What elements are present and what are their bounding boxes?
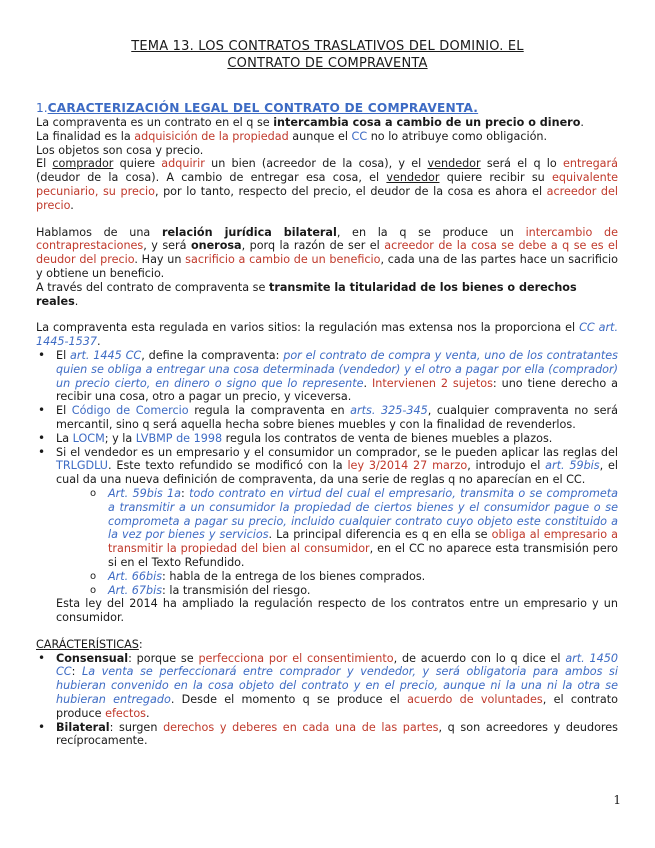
sub-list	[88, 487, 618, 597]
title-line-2: CONTRATO DE COMPRAVENTA	[227, 56, 428, 71]
sub-list-item: o Art. 66bis: habla de la entrega de los bienes comprados.	[88, 570, 618, 584]
paragraph-definition: La compraventa es un contrato en el q se intercambia cosa a cambio de un precio o dinero.	[36, 116, 584, 129]
section-heading-text: CARACTERIZACIÓN LEGAL DEL CONTRATO DE COMPRAVENTA.	[47, 101, 479, 115]
list-item: • El art. 1445 CC, define la compraventa: por el contrato de compra y venta, uno de los contratantes quien se obliga a entregar una cosa determinada (vendedor) y el otro a pagar por ella (comprador) un precio cierto, en dinero o signo que lo represente. Intervienen 2 sujetos: uno tiene derecho a recibir una cosa, otro a pagar un precio, y viceversa.	[36, 349, 618, 404]
regulation-list	[36, 349, 618, 597]
caracteristicas-heading: CARÁCTERÍSTICAS:	[36, 637, 143, 651]
list-item: • Si el vendedor es un empresario y el consumidor un comprador, se le pueden aplicar las reglas del TRLGDLU. Este texto refundido se modificó con la ley 3/2014 27 marzo, introdujo el art. 59bis, el cual da una nueva definición de compraventa, da una serie de reglas q no aparecían en el CC. o Art. 59bis 1a: todo contrato en virtud del cual el empresario, transmita o se comprometa a transmitir a un consumidor la propiedad de ciertos bienes y el consumidor pague o se comprometa a pagar su precio, incluido cualquier contrato cuyo objeto este constituido a la vez por bienes y servicios. La principal diferencia es q en ella se obliga al empresario a transmitir la propiedad del bien al consumidor, en el CC no aparece esta transmisión pero si en el Texto Refundido. o Art. 66bis: habla de la entrega de los bienes comprados. o Art. 67bis: la transmisión del riesgo.	[36, 446, 618, 598]
document-title	[40, 38, 615, 72]
sub-list-item: o Art. 67bis: la transmisión del riesgo.	[88, 584, 618, 598]
paragraph-regulacion: La compraventa esta regulada en varios sitios: la regulación mas extensa nos la proporciona el CC art. 1445-1537.	[36, 321, 619, 349]
list-item: • La LOCM; y la LVBMP de 1998 regula los contratos de venta de bienes muebles a plazos.	[36, 432, 618, 446]
paragraph-ley-2014: Esta ley del 2014 ha ampliado la regulación respecto de los contratos entre un empresario y un consumidor.	[56, 597, 618, 625]
list-item: • El Código de Comercio regula la compraventa en arts. 325-345, cualquier compraventa no será mercantil, sino q será aquella hecha sobre bienes muebles y con la finalidad de revenderlos.	[36, 404, 618, 432]
paragraph-comprador-vendedor: El comprador quiere adquirir un bien (acreedor de la cosa), y el vendedor será el q lo entregará (deudor de la cosa). A cambio de entregar esa cosa, el vendedor quiere recibir su equivalente pecuniario, su precio, por lo tanto, respecto del precio, el deudor de la cosa es ahora el acreedor del precio.	[36, 157, 618, 212]
list-item: • Consensual: porque se perfecciona por el consentimiento, de acuerdo con lo q dice el art. 1450 CC: La venta se perfeccionará entre comprador y vendedor, y será obligatoria para ambos si hubieran convenido en la cosa objeto del contrato y en el precio, aunque ni la una ni la otra se hubieran entregado. Desde el momento q se produce el acuerdo de voluntades, el contrato produce efectos.	[36, 652, 618, 721]
title-line-1: TEMA 13. LOS CONTRATOS TRASLATIVOS DEL DOMINIO. EL	[131, 39, 524, 54]
page-number: 1	[613, 793, 621, 807]
paragraph-finalidad: La finalidad es la adquisición de la propiedad aunque el CC no lo atribuye como obligación.	[36, 129, 548, 143]
sub-list-item: o Art. 59bis 1a: todo contrato en virtud del cual el empresario, transmita o se comprometa a transmitir a un consumidor la propiedad de ciertos bienes y el consumidor pague o se comprometa a pagar su precio, incluido cualquier contrato cuyo objeto este constituido a la vez por bienes y servicios. La principal diferencia es q en ella se obliga al empresario a transmitir la propiedad del bien al consumidor, en el CC no aparece esta transmisión pero si en el Texto Refundido.	[88, 487, 618, 570]
paragraph-transmision: A través del contrato de compraventa se transmite la titularidad de los bienes o derechos reales.	[36, 280, 577, 308]
paragraph-objetos: Los objetos son cosa y precio.	[36, 143, 204, 157]
paragraph-relacion-bilateral: Hablamos de una relación jurídica bilateral, en la q se produce un intercambio de contraprestaciones, y será onerosa, porq la razón de ser el acreedor de la cosa se debe a q se es el deudor del precio. Hay un sacrificio a cambio de un beneficio, cada una de las partes hace un sacrificio y obtiene un beneficio.	[36, 225, 619, 280]
caracteristicas-list	[36, 652, 618, 749]
section-heading: 1.CARACTERIZACIÓN LEGAL DEL CONTRATO DE COMPRAVENTA.	[36, 101, 479, 115]
list-item: • Bilateral: surgen derechos y deberes en cada una de las partes, q son acreedores y deudores recíprocamente.	[36, 721, 618, 749]
document-body	[36, 100, 618, 748]
